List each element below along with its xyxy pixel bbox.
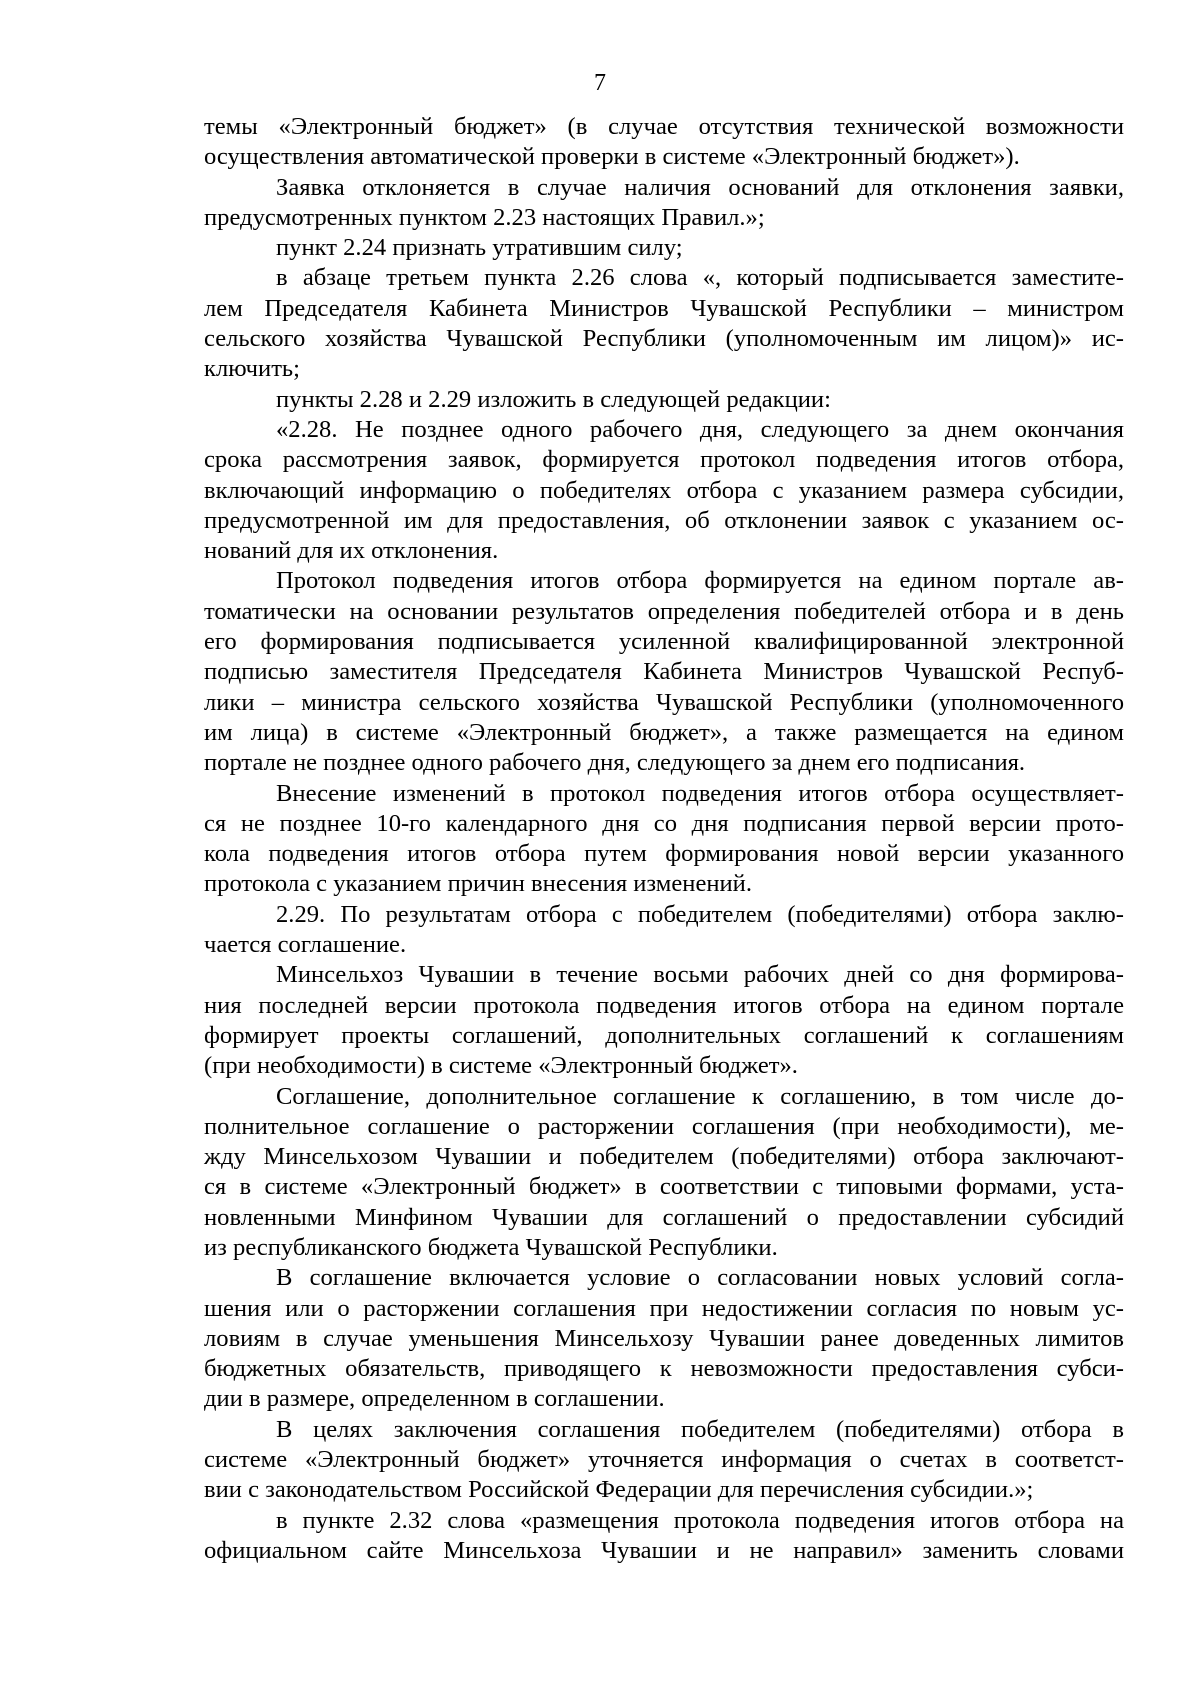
- text-line: ся в системе «Электронный бюджет» в соответствии с типовыми формами, уста-: [204, 1173, 1124, 1201]
- text-line: ловиям в случае уменьшения Минсельхозу Чувашии ранее доведенных лимитов: [204, 1324, 1124, 1352]
- text-line: системе «Электронный бюджет» уточняется информация о счетах в соответст-: [204, 1446, 1124, 1474]
- text-line: чается соглашение.: [204, 931, 407, 959]
- text-line: кола подведения итогов отбора путем формирования новой версии указанного: [204, 840, 1124, 868]
- text-line: Минсельхоз Чувашии в течение восьми рабочих дней со дня формирова-: [276, 961, 1124, 989]
- text-line: бюджетных обязательств, приводящего к невозможности предоставления субси-: [204, 1355, 1124, 1383]
- text-line: темы «Электронный бюджет» (в случае отсутствия технической возможности: [204, 113, 1124, 140]
- text-line: «2.28. Не позднее одного рабочего дня, следующего за днем окончания: [276, 415, 1124, 443]
- text-line: нований для их отклонения.: [204, 537, 499, 565]
- text-line: Соглашение, дополнительное соглашение к соглашению, в том числе до-: [276, 1082, 1124, 1110]
- text-line: в абзаце третьем пункта 2.26 слова «, который подписывается заместите-: [276, 264, 1124, 292]
- text-line: подписью заместителя Председателя Кабинета Министров Чувашской Респуб-: [204, 658, 1124, 686]
- text-line: (при необходимости) в системе «Электронный бюджет».: [204, 1052, 798, 1080]
- text-line: ния последней версии протокола подведения итогов отбора на едином портале: [204, 991, 1124, 1019]
- text-line: формирует проекты соглашений, дополнительных соглашений к соглашениям: [204, 1021, 1124, 1049]
- text-line: Заявка отклоняется в случае наличия оснований для отклонения заявки,: [276, 173, 1124, 201]
- text-line: ся не позднее 10-го календарного дня со дня подписания первой версии прото-: [204, 809, 1124, 837]
- text-line: Внесение изменений в протокол подведения итогов отбора осуществляет-: [276, 779, 1124, 807]
- text-line: осуществления автоматической проверки в системе «Электронный бюджет»).: [204, 143, 1020, 171]
- text-line: вии с законодательством Российской Федерации для перечисления субсидии.»;: [204, 1476, 1034, 1504]
- text-line: дии в размере, определенном в соглашении.: [204, 1385, 665, 1413]
- text-line: протокола с указанием причин внесения изменений.: [204, 870, 752, 898]
- text-line: предусмотренных пунктом 2.23 настоящих Правил.»;: [204, 203, 765, 231]
- text-line: шения или о расторжении соглашения при недостижении согласия по новым ус-: [204, 1294, 1124, 1322]
- text-line: в пункте 2.32 слова «размещения протокола подведения итогов отбора на: [276, 1506, 1124, 1534]
- text-line: из республиканского бюджета Чувашской Республики.: [204, 1233, 778, 1261]
- text-line: В целях заключения соглашения победителем (победителями) отбора в: [276, 1415, 1124, 1443]
- text-line: полнительное соглашение о расторжении соглашения (при необходимости), ме-: [204, 1112, 1124, 1140]
- text-line: им лица) в системе «Электронный бюджет», а также размещается на едином: [204, 718, 1124, 746]
- text-line: пункты 2.28 и 2.29 изложить в следующей редакции:: [276, 385, 831, 413]
- text-line: срока рассмотрения заявок, формируется протокол подведения итогов отбора,: [204, 446, 1124, 474]
- text-line: новленными Минфином Чувашии для соглашений о предоставлении субсидий: [204, 1203, 1124, 1231]
- text-line: ключить;: [204, 355, 300, 383]
- text-line: В соглашение включается условие о согласовании новых условий согла-: [276, 1264, 1124, 1292]
- text-line: лики – министра сельского хозяйства Чувашской Республики (уполномоченного: [204, 688, 1124, 716]
- text-line: 2.29. По результатам отбора с победителем (победителями) отбора заклю-: [276, 900, 1124, 928]
- text-line: Протокол подведения итогов отбора формируется на едином портале ав-: [276, 567, 1124, 595]
- text-line: предусмотренной им для предоставления, об отклонении заявок с указанием ос-: [204, 506, 1124, 534]
- text-line: официальном сайте Минсельхоза Чувашии и не направил» заменить словами: [204, 1536, 1124, 1564]
- page-number: 7: [594, 70, 606, 96]
- text-line: пункт 2.24 признать утратившим силу;: [276, 234, 683, 262]
- text-line: томатически на основании результатов определения победителей отбора и в день: [204, 597, 1124, 625]
- text-line: лем Председателя Кабинета Министров Чувашской Республики – министром: [204, 294, 1124, 322]
- text-line: жду Минсельхозом Чувашии и победителем (победителями) отбора заключают-: [204, 1143, 1124, 1171]
- text-line: его формирования подписывается усиленной квалифицированной электронной: [204, 628, 1124, 656]
- document-body: [204, 112, 1124, 1566]
- text-line: портале не позднее одного рабочего дня, следующего за днем его подписания.: [204, 749, 1026, 777]
- text-line: включающий информацию о победителях отбора с указанием размера субсидии,: [204, 476, 1124, 504]
- text-line: сельского хозяйства Чувашской Республики (уполномоченным им лицом)» ис-: [204, 325, 1124, 353]
